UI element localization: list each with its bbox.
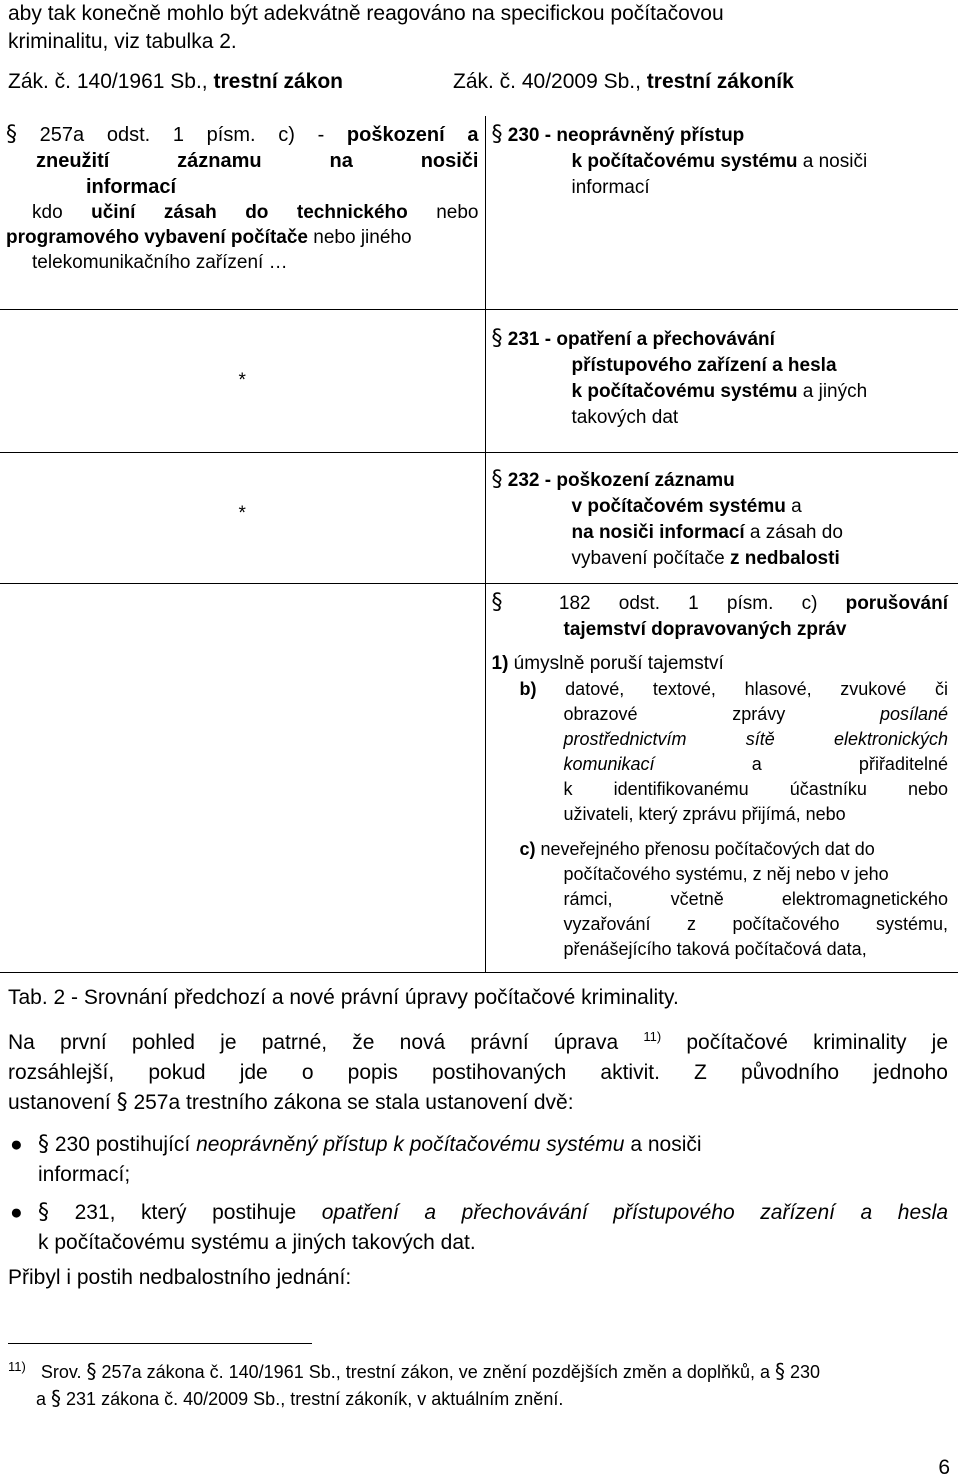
section-symbol: § (775, 1359, 785, 1383)
cell-empty-182 (0, 583, 485, 972)
section-symbol: § (86, 1359, 97, 1383)
column-header-old-law: Zák. č. 140/1961 Sb., trestní zákon (8, 70, 343, 93)
section-symbol: § (38, 1200, 49, 1225)
column-header-new-law: Zák. č. 40/2009 Sb., trestní zákoník (453, 70, 794, 93)
cell-star-232: * (0, 452, 485, 583)
bullet-icon: ● (10, 1133, 23, 1156)
comparison-table (0, 116, 958, 973)
list-item: ● § 231, který postihuje opatření a přechovávání přístupového zařízení a hesla k počítačovému systému a jiných takových dat. (10, 1200, 949, 1254)
paragraph-1: Na první pohled je patrné, že nová právní úprava $^{11)}$ počítačové kriminality je rozsáhlejší, pokud jde o popis postihovaných aktivit. Z původního jednoho ustanovení § 257a trestního zákona se stala ustanovení dvě: (8, 1029, 948, 1115)
footnote-ref: 11) (643, 1029, 662, 1044)
section-symbol: § (491, 466, 503, 492)
bullet-icon: ● (10, 1201, 23, 1224)
footnote-mark: 11) (8, 1359, 26, 1374)
footnote: $^{11)}$ Srov. § 257a zákona č. 140/1961 Sb., trestní zákon, ve znění pozdějších změn a doplňků, a § 230 a § 231 zákona č. 40/2009 Sb., trestní zákoník, v aktuálním znění. (8, 1359, 821, 1410)
cell-new-230: § 230 - neoprávněný přístup k počítačovému systému a nosiči informací (485, 116, 958, 309)
paragraph-2: Přibyl i postih nedbalostního jednání: (8, 1266, 352, 1289)
cell-new-232: § 232 - poškození záznamu v počítačovém systému a na nosiči informací a zásah do vybavení počítače z nedbalosti (485, 452, 958, 583)
bullet-list (8, 1130, 948, 1258)
section-symbol: § (491, 325, 503, 351)
section-symbol: § (38, 1132, 49, 1157)
cell-new-182: § 182 odst. 1 písm. c) porušování tajemství dopravovaných zpráv 1) úmyslně poruší tajemství b) datové, textové, hlasové, zvukové či obrazové zprávy posílané prostřednictvím sítě elektronických komunikací a přiřaditelné k identifikovanému účastníku nebo uživateli, který zprávu přijímá, nebo c) neveřejného přenosu počítačových dat do počítačového systému, z něj nebo v jeho rámci, včetně elektromagnetického vyzařování z počítačového systému, přenášejícího taková počítačová data, (485, 583, 958, 972)
section-symbol: § (51, 1386, 62, 1410)
page-number: 6 (938, 1456, 950, 1479)
intro-line-2: kriminalitu, viz tabulka 2. (8, 30, 237, 53)
section-symbol: § (116, 1090, 128, 1115)
section-symbol: § (491, 122, 503, 147)
list-item: ● § 230 postihující neoprávněný přístup k počítačovému systému a nosiči informací; (10, 1132, 702, 1186)
cell-old-257a: § 257a odst. 1 písm. c) - poškození a zneužití záznamu na nosiči informací kdo učiní zásah do technického nebo programového vybavení počítače nebo jiného telekomunikačního zařízení … (0, 116, 485, 309)
cell-new-231: § 231 - opatření a přechovávání přístupového zařízení a hesla k počítačovému systému a jiných takových dat (485, 309, 958, 452)
section-symbol: § (491, 589, 503, 615)
intro-line-1: aby tak konečně mohlo být adekvátně reagováno na specifickou počítačovou (8, 2, 724, 25)
cell-star-231: * (0, 309, 485, 452)
section-symbol: § (6, 122, 17, 147)
footnote-divider (8, 1343, 312, 1344)
table-caption: Tab. 2 - Srovnání předchozí a nové právní úpravy počítačové kriminality. (8, 986, 679, 1009)
